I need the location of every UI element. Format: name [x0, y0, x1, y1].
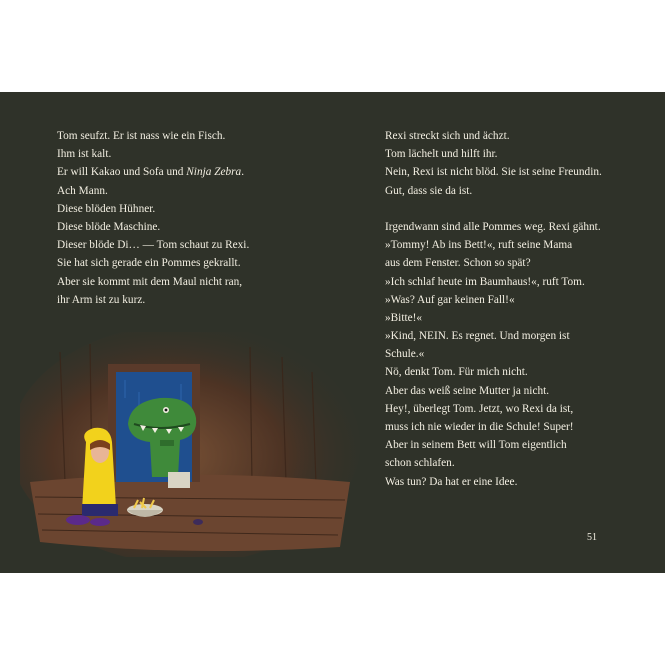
text-line: Hey!, überlegt Tom. Jetzt, wo Rexi da ist, — [385, 402, 574, 415]
text-line: Nein, Rexi ist nicht blöd. Sie ist seine Freundin. — [385, 166, 602, 179]
text-line: »Ich schlaf heute im Baumhaus!«, ruft Tom. — [385, 275, 585, 288]
text-line: Ihm ist kalt. — [57, 148, 112, 161]
book-title-italic: Ninja Zebra — [186, 166, 242, 179]
text-line: Dieser blöde Di… — Tom schaut zu Rexi. — [57, 239, 250, 252]
paragraph-gap — [385, 200, 602, 218]
text-line — [57, 163, 249, 181]
text-line: Rexi streckt sich und ächzt. — [385, 130, 510, 142]
page-number: 51 — [587, 532, 597, 543]
text-line: Diese blöden Hühner. — [57, 202, 156, 215]
treehouse-illustration — [20, 332, 360, 557]
text-line: aus dem Fenster. Schon so spät? — [385, 257, 531, 270]
text-line: »Was? Auf gar keinen Fall!« — [385, 293, 515, 306]
text-fragment: Er will Kakao und Sofa und — [57, 166, 187, 179]
text-line: ihr Arm ist zu kurz. — [57, 293, 146, 306]
text-line: muss ich nie wieder in die Schule! Super! — [385, 421, 574, 433]
text-line: Ach Mann. — [57, 184, 108, 197]
left-page-text — [57, 127, 249, 309]
text-line: Schule.« — [385, 348, 425, 361]
shoe — [193, 519, 203, 525]
text-line: Tom seufzt. Er ist nass wie ein Fisch. — [57, 130, 226, 142]
text-line: »Kind, NEIN. Es regnet. Und morgen ist — [385, 330, 570, 343]
text-line: Aber das weiß seine Mutter ja nicht. — [385, 384, 550, 397]
text-line: Gut, dass sie da ist. — [385, 184, 473, 197]
text-line: »Tommy! Ab ins Bett!«, ruft seine Mama — [385, 239, 573, 252]
book-spread — [0, 92, 665, 573]
text-line: schon schlafen. — [385, 457, 455, 470]
text-line: Was tun? Da hat er eine Idee. — [385, 475, 518, 488]
text-line: Irgendwann sind alle Pommes weg. Rexi gähnt. — [385, 220, 601, 233]
text-line: Aber in seinem Bett will Tom eigentlich — [385, 439, 567, 452]
text-line: Aber sie kommt mit dem Maul nicht ran, — [57, 275, 243, 288]
text-line: Sie hat sich gerade ein Pommes gekrallt. — [57, 257, 241, 270]
text-line: Tom lächelt und hilft ihr. — [385, 148, 498, 161]
text-line: Diese blöde Maschine. — [57, 220, 161, 233]
right-page-text — [385, 127, 602, 491]
text-line: Nö, denkt Tom. Für mich nicht. — [385, 366, 528, 379]
text-line: »Bitte!« — [385, 311, 423, 324]
text-fragment: . — [241, 166, 245, 179]
